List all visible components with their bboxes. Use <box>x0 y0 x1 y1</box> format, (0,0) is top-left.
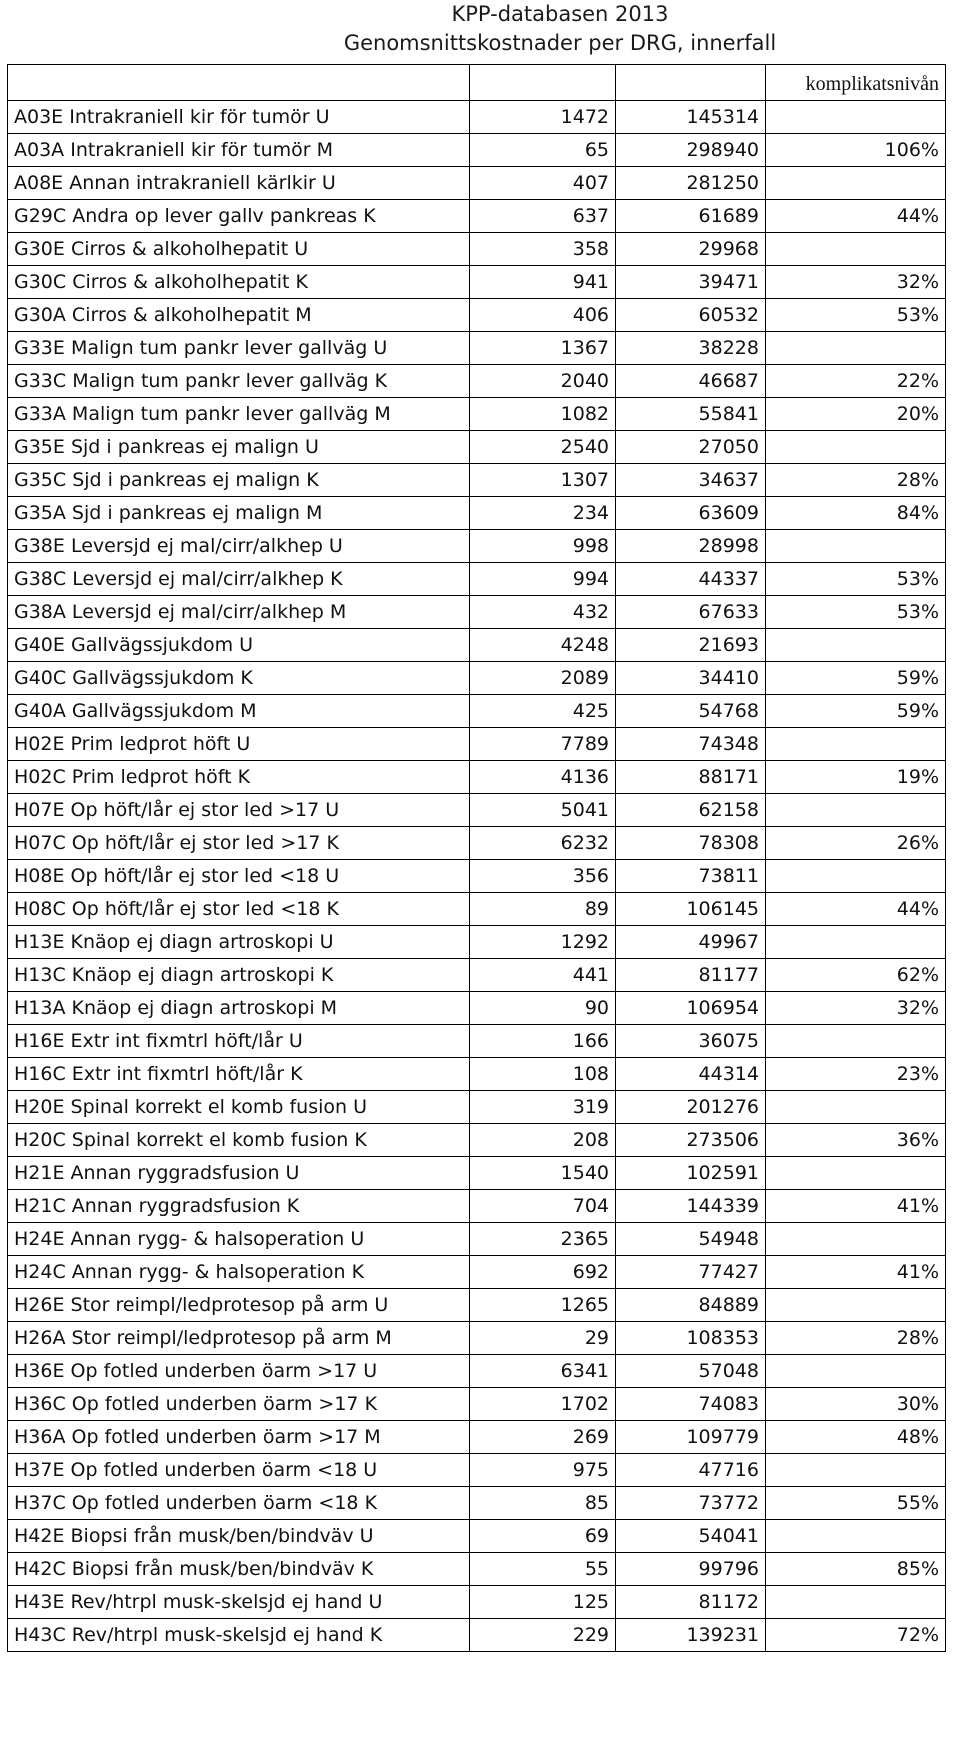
count-cell: 358 <box>470 233 616 266</box>
table-row <box>8 1322 946 1355</box>
complication-pct-cell <box>766 167 946 200</box>
complication-pct-cell <box>766 1520 946 1553</box>
avg-cost-cell: 39471 <box>616 266 766 299</box>
count-cell: 704 <box>470 1190 616 1223</box>
count-cell: 432 <box>470 596 616 629</box>
complication-pct-cell <box>766 1157 946 1190</box>
count-cell: 692 <box>470 1256 616 1289</box>
avg-cost-cell: 38228 <box>616 332 766 365</box>
avg-cost-cell: 67633 <box>616 596 766 629</box>
complication-pct-cell <box>766 1454 946 1487</box>
drg-name-cell: G33E Malign tum pankr lever gallväg U <box>8 332 470 365</box>
complication-pct-cell <box>766 332 946 365</box>
drg-name-cell: G30C Cirros & alkoholhepatit K <box>8 266 470 299</box>
complication-pct-cell: 36% <box>766 1124 946 1157</box>
avg-cost-cell: 36075 <box>616 1025 766 1058</box>
complication-pct-cell: 59% <box>766 662 946 695</box>
table-row <box>8 794 946 827</box>
table-row <box>8 1421 946 1454</box>
drg-name-cell: H16E Extr int fixmtrl höft/lår U <box>8 1025 470 1058</box>
complication-pct-cell <box>766 530 946 563</box>
table-row <box>8 1454 946 1487</box>
drg-name-cell: A08E Annan intrakraniell kärlkir U <box>8 167 470 200</box>
count-cell: 6341 <box>470 1355 616 1388</box>
table-row <box>8 1025 946 1058</box>
count-cell: 69 <box>470 1520 616 1553</box>
table-row <box>8 200 946 233</box>
drg-name-cell: H36A Op fotled underben öarm >17 M <box>8 1421 470 1454</box>
count-cell: 29 <box>470 1322 616 1355</box>
table-row <box>8 596 946 629</box>
count-cell: 407 <box>470 167 616 200</box>
count-cell: 5041 <box>470 794 616 827</box>
drg-name-cell: H42C Biopsi från musk/ben/bindväv K <box>8 1553 470 1586</box>
count-cell: 90 <box>470 992 616 1025</box>
avg-cost-cell: 49967 <box>616 926 766 959</box>
count-cell: 356 <box>470 860 616 893</box>
complication-pct-cell <box>766 1289 946 1322</box>
avg-cost-cell: 106954 <box>616 992 766 1025</box>
count-cell: 319 <box>470 1091 616 1124</box>
avg-cost-cell: 63609 <box>616 497 766 530</box>
header-komplikatsnivan: komplikatsnivån <box>766 65 946 101</box>
count-cell: 406 <box>470 299 616 332</box>
header-cell-empty <box>616 65 766 101</box>
count-cell: 6232 <box>470 827 616 860</box>
count-cell: 4136 <box>470 761 616 794</box>
count-cell: 85 <box>470 1487 616 1520</box>
table-row <box>8 1058 946 1091</box>
avg-cost-cell: 54041 <box>616 1520 766 1553</box>
avg-cost-cell: 62158 <box>616 794 766 827</box>
complication-pct-cell: 22% <box>766 365 946 398</box>
avg-cost-cell: 44314 <box>616 1058 766 1091</box>
avg-cost-cell: 55841 <box>616 398 766 431</box>
drg-name-cell: H21E Annan ryggradsfusion U <box>8 1157 470 1190</box>
avg-cost-cell: 99796 <box>616 1553 766 1586</box>
drg-name-cell: H13C Knäop ej diagn artroskopi K <box>8 959 470 992</box>
complication-pct-cell <box>766 728 946 761</box>
count-cell: 208 <box>470 1124 616 1157</box>
avg-cost-cell: 60532 <box>616 299 766 332</box>
complication-pct-cell: 44% <box>766 893 946 926</box>
complication-pct-cell <box>766 1025 946 1058</box>
count-cell: 1265 <box>470 1289 616 1322</box>
drg-name-cell: H26E Stor reimpl/ledprotesop på arm U <box>8 1289 470 1322</box>
drg-name-cell: G29C Andra op lever gallv pankreas K <box>8 200 470 233</box>
complication-pct-cell: 72% <box>766 1619 946 1652</box>
avg-cost-cell: 144339 <box>616 1190 766 1223</box>
avg-cost-cell: 44337 <box>616 563 766 596</box>
drg-name-cell: G33C Malign tum pankr lever gallväg K <box>8 365 470 398</box>
count-cell: 269 <box>470 1421 616 1454</box>
count-cell: 2040 <box>470 365 616 398</box>
complication-pct-cell <box>766 101 946 134</box>
count-cell: 65 <box>470 134 616 167</box>
complication-pct-cell: 48% <box>766 1421 946 1454</box>
drg-name-cell: H36C Op fotled underben öarm >17 K <box>8 1388 470 1421</box>
table-row <box>8 992 946 1025</box>
complication-pct-cell: 84% <box>766 497 946 530</box>
table-row <box>8 332 946 365</box>
avg-cost-cell: 298940 <box>616 134 766 167</box>
table-row <box>8 926 946 959</box>
drg-name-cell: G38A Leversjd ej mal/cirr/alkhep M <box>8 596 470 629</box>
drg-name-cell: H24E Annan rygg- & halsoperation U <box>8 1223 470 1256</box>
avg-cost-cell: 108353 <box>616 1322 766 1355</box>
table-row <box>8 1190 946 1223</box>
complication-pct-cell <box>766 1586 946 1619</box>
table-row <box>8 134 946 167</box>
count-cell: 1292 <box>470 926 616 959</box>
avg-cost-cell: 77427 <box>616 1256 766 1289</box>
count-cell: 2365 <box>470 1223 616 1256</box>
count-cell: 166 <box>470 1025 616 1058</box>
complication-pct-cell: 53% <box>766 563 946 596</box>
avg-cost-cell: 28998 <box>616 530 766 563</box>
count-cell: 108 <box>470 1058 616 1091</box>
report-subtitle: Genomsnittskostnader per DRG, innerfall <box>343 31 777 55</box>
count-cell: 125 <box>470 1586 616 1619</box>
complication-pct-cell: 41% <box>766 1256 946 1289</box>
drg-name-cell: H08E Op höft/lår ej stor led <18 U <box>8 860 470 893</box>
complication-pct-cell: 19% <box>766 761 946 794</box>
table-row <box>8 563 946 596</box>
drg-name-cell: G40E Gallvägssjukdom U <box>8 629 470 662</box>
avg-cost-cell: 73811 <box>616 860 766 893</box>
complication-pct-cell: 106% <box>766 134 946 167</box>
table-row <box>8 1619 946 1652</box>
table-row <box>8 299 946 332</box>
table-row <box>8 662 946 695</box>
drg-name-cell: H43C Rev/htrpl musk-skelsjd ej hand K <box>8 1619 470 1652</box>
avg-cost-cell: 34410 <box>616 662 766 695</box>
count-cell: 234 <box>470 497 616 530</box>
table-row <box>8 464 946 497</box>
avg-cost-cell: 281250 <box>616 167 766 200</box>
avg-cost-cell: 29968 <box>616 233 766 266</box>
count-cell: 994 <box>470 563 616 596</box>
complication-pct-cell: 32% <box>766 266 946 299</box>
complication-pct-cell: 44% <box>766 200 946 233</box>
drg-name-cell: A03E Intrakraniell kir för tumör U <box>8 101 470 134</box>
complication-pct-cell: 59% <box>766 695 946 728</box>
drg-name-cell: H21C Annan ryggradsfusion K <box>8 1190 470 1223</box>
drg-name-cell: H37C Op fotled underben öarm <18 K <box>8 1487 470 1520</box>
table-row <box>8 728 946 761</box>
avg-cost-cell: 57048 <box>616 1355 766 1388</box>
table-row <box>8 959 946 992</box>
avg-cost-cell: 74083 <box>616 1388 766 1421</box>
table-row <box>8 1520 946 1553</box>
count-cell: 4248 <box>470 629 616 662</box>
drg-name-cell: G30E Cirros & alkoholhepatit U <box>8 233 470 266</box>
table-row <box>8 1157 946 1190</box>
table-row <box>8 827 946 860</box>
report-title: KPP-databasen 2013 <box>451 2 669 26</box>
drg-name-cell: H20C Spinal korrekt el komb fusion K <box>8 1124 470 1157</box>
complication-pct-cell <box>766 926 946 959</box>
drg-cost-table <box>7 64 946 1652</box>
drg-name-cell: H13E Knäop ej diagn artroskopi U <box>8 926 470 959</box>
complication-pct-cell <box>766 1355 946 1388</box>
drg-name-cell: G35E Sjd i pankreas ej malign U <box>8 431 470 464</box>
complication-pct-cell: 53% <box>766 299 946 332</box>
table-row <box>8 530 946 563</box>
drg-name-cell: H20E Spinal korrekt el komb fusion U <box>8 1091 470 1124</box>
drg-name-cell: H16C Extr int fixmtrl höft/lår K <box>8 1058 470 1091</box>
count-cell: 7789 <box>470 728 616 761</box>
count-cell: 941 <box>470 266 616 299</box>
avg-cost-cell: 81177 <box>616 959 766 992</box>
avg-cost-cell: 27050 <box>616 431 766 464</box>
table-row <box>8 497 946 530</box>
count-cell: 89 <box>470 893 616 926</box>
drg-name-cell: H07C Op höft/lår ej stor led >17 K <box>8 827 470 860</box>
avg-cost-cell: 73772 <box>616 1487 766 1520</box>
table-row <box>8 365 946 398</box>
count-cell: 2089 <box>470 662 616 695</box>
avg-cost-cell: 21693 <box>616 629 766 662</box>
count-cell: 55 <box>470 1553 616 1586</box>
count-cell: 975 <box>470 1454 616 1487</box>
avg-cost-cell: 81172 <box>616 1586 766 1619</box>
count-cell: 637 <box>470 200 616 233</box>
count-cell: 425 <box>470 695 616 728</box>
drg-name-cell: H07E Op höft/lår ej stor led >17 U <box>8 794 470 827</box>
drg-name-cell: H24C Annan rygg- & halsoperation K <box>8 1256 470 1289</box>
table-row <box>8 629 946 662</box>
complication-pct-cell: 55% <box>766 1487 946 1520</box>
complication-pct-cell: 28% <box>766 464 946 497</box>
drg-name-cell: G35C Sjd i pankreas ej malign K <box>8 464 470 497</box>
complication-pct-cell: 32% <box>766 992 946 1025</box>
table-row <box>8 1388 946 1421</box>
drg-name-cell: G35A Sjd i pankreas ej malign M <box>8 497 470 530</box>
table-row <box>8 1586 946 1619</box>
avg-cost-cell: 139231 <box>616 1619 766 1652</box>
table-row <box>8 1223 946 1256</box>
avg-cost-cell: 34637 <box>616 464 766 497</box>
avg-cost-cell: 54768 <box>616 695 766 728</box>
avg-cost-cell: 54948 <box>616 1223 766 1256</box>
avg-cost-cell: 84889 <box>616 1289 766 1322</box>
count-cell: 441 <box>470 959 616 992</box>
table-row <box>8 1289 946 1322</box>
drg-name-cell: H13A Knäop ej diagn artroskopi M <box>8 992 470 1025</box>
table-row <box>8 1091 946 1124</box>
table-row <box>8 761 946 794</box>
table-row <box>8 398 946 431</box>
complication-pct-cell <box>766 629 946 662</box>
avg-cost-cell: 273506 <box>616 1124 766 1157</box>
count-cell: 229 <box>470 1619 616 1652</box>
count-cell: 998 <box>470 530 616 563</box>
complication-pct-cell: 23% <box>766 1058 946 1091</box>
table-row <box>8 167 946 200</box>
count-cell: 2540 <box>470 431 616 464</box>
complication-pct-cell: 26% <box>766 827 946 860</box>
table-row <box>8 1553 946 1586</box>
complication-pct-cell <box>766 860 946 893</box>
drg-name-cell: A03A Intrakraniell kir för tumör M <box>8 134 470 167</box>
drg-name-cell: H37E Op fotled underben öarm <18 U <box>8 1454 470 1487</box>
complication-pct-cell <box>766 1223 946 1256</box>
table-row <box>8 695 946 728</box>
avg-cost-cell: 201276 <box>616 1091 766 1124</box>
complication-pct-cell <box>766 233 946 266</box>
drg-name-cell: G30A Cirros & alkoholhepatit M <box>8 299 470 332</box>
table-row <box>8 233 946 266</box>
complication-pct-cell: 53% <box>766 596 946 629</box>
avg-cost-cell: 47716 <box>616 1454 766 1487</box>
count-cell: 1702 <box>470 1388 616 1421</box>
header-cell-empty <box>8 65 470 101</box>
table-row <box>8 1124 946 1157</box>
drg-name-cell: H36E Op fotled underben öarm >17 U <box>8 1355 470 1388</box>
table-row <box>8 1355 946 1388</box>
table-row <box>8 1256 946 1289</box>
avg-cost-cell: 106145 <box>616 893 766 926</box>
complication-pct-cell <box>766 431 946 464</box>
table-header-row <box>8 65 946 101</box>
complication-pct-cell <box>766 1091 946 1124</box>
count-cell: 1082 <box>470 398 616 431</box>
table-row <box>8 860 946 893</box>
drg-name-cell: G38C Leversjd ej mal/cirr/alkhep K <box>8 563 470 596</box>
drg-name-cell: H02E Prim ledprot höft U <box>8 728 470 761</box>
avg-cost-cell: 145314 <box>616 101 766 134</box>
avg-cost-cell: 46687 <box>616 365 766 398</box>
complication-pct-cell <box>766 794 946 827</box>
avg-cost-cell: 74348 <box>616 728 766 761</box>
table-row <box>8 431 946 464</box>
table-row <box>8 1487 946 1520</box>
table-row <box>8 266 946 299</box>
avg-cost-cell: 78308 <box>616 827 766 860</box>
count-cell: 1472 <box>470 101 616 134</box>
table-body <box>8 101 946 1652</box>
header-cell-empty <box>470 65 616 101</box>
drg-name-cell: H42E Biopsi från musk/ben/bindväv U <box>8 1520 470 1553</box>
avg-cost-cell: 61689 <box>616 200 766 233</box>
complication-pct-cell: 41% <box>766 1190 946 1223</box>
count-cell: 1540 <box>470 1157 616 1190</box>
table-row <box>8 893 946 926</box>
drg-name-cell: G38E Leversjd ej mal/cirr/alkhep U <box>8 530 470 563</box>
complication-pct-cell: 30% <box>766 1388 946 1421</box>
count-cell: 1367 <box>470 332 616 365</box>
avg-cost-cell: 88171 <box>616 761 766 794</box>
avg-cost-cell: 109779 <box>616 1421 766 1454</box>
complication-pct-cell: 85% <box>766 1553 946 1586</box>
complication-pct-cell: 28% <box>766 1322 946 1355</box>
complication-pct-cell: 20% <box>766 398 946 431</box>
drg-name-cell: G40A Gallvägssjukdom M <box>8 695 470 728</box>
count-cell: 1307 <box>470 464 616 497</box>
drg-name-cell: H02C Prim ledprot höft K <box>8 761 470 794</box>
table-row <box>8 101 946 134</box>
drg-name-cell: G40C Gallvägssjukdom K <box>8 662 470 695</box>
drg-name-cell: H43E Rev/htrpl musk-skelsjd ej hand U <box>8 1586 470 1619</box>
drg-name-cell: H08C Op höft/lår ej stor led <18 K <box>8 893 470 926</box>
avg-cost-cell: 102591 <box>616 1157 766 1190</box>
page-header <box>0 0 960 64</box>
drg-name-cell: G33A Malign tum pankr lever gallväg M <box>8 398 470 431</box>
drg-name-cell: H26A Stor reimpl/ledprotesop på arm M <box>8 1322 470 1355</box>
complication-pct-cell: 62% <box>766 959 946 992</box>
